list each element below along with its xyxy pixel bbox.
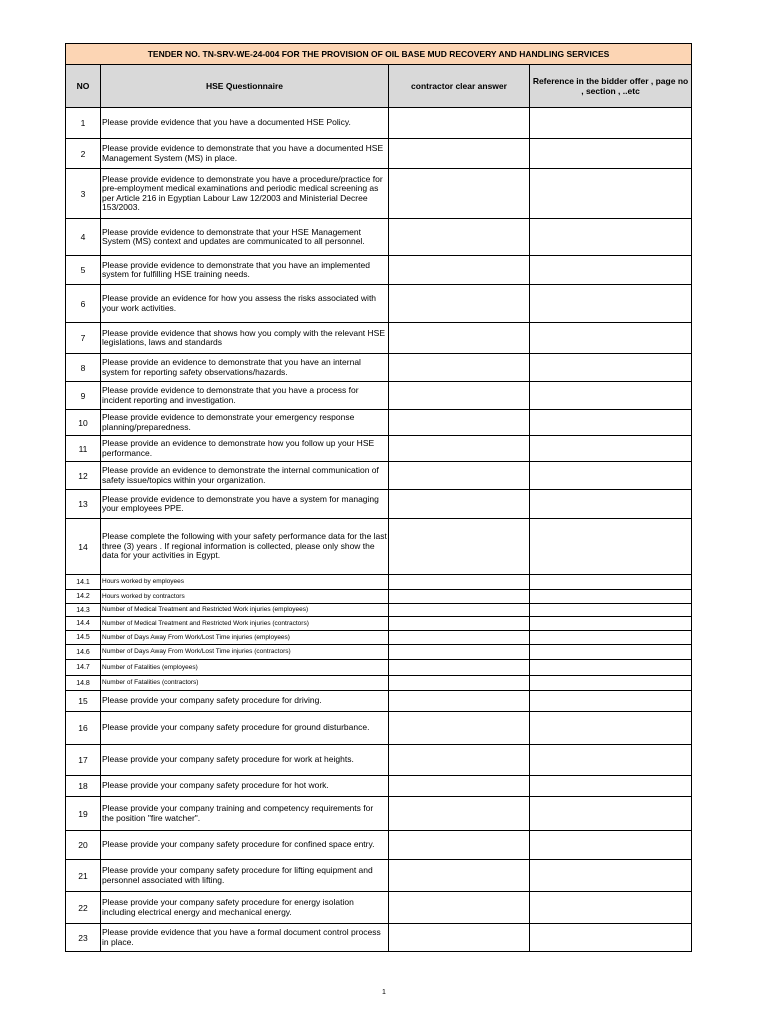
question-text: Please provide evidence to demonstrate that your HSE Management System (MS) context and updates are communicated to all personnel. [101,219,389,256]
question-text: Please provide an evidence to demonstrate that you have an internal system for reporting safety observations/hazards. [101,354,389,382]
row-number: 23 [66,924,101,952]
row-number: 14.2 [66,590,101,604]
question-text: Number of Days Away From Work/Lost Time injuries (contractors) [101,645,389,660]
question-text: Please complete the following with your safety performance data for the last three (3) years . If regional information is collected, please only show the data for your activities in Egypt. [101,519,389,575]
answer-cell[interactable] [389,924,530,952]
reference-cell[interactable] [530,797,692,831]
table-row [66,436,692,462]
title-row [66,44,692,65]
table-row [66,797,692,831]
row-number: 17 [66,745,101,776]
answer-cell[interactable] [389,169,530,219]
table-row [66,490,692,519]
answer-cell[interactable] [389,462,530,490]
answer-cell[interactable] [389,519,530,575]
question-text: Number of Fatalities (contractors) [101,676,389,691]
answer-cell[interactable] [389,575,530,590]
answer-cell[interactable] [389,660,530,676]
table-row [66,892,692,924]
reference-cell[interactable] [530,382,692,410]
row-number: 12 [66,462,101,490]
answer-cell[interactable] [389,490,530,519]
answer-cell[interactable] [389,745,530,776]
table-row [66,660,692,676]
answer-cell[interactable] [389,860,530,892]
answer-cell[interactable] [389,382,530,410]
reference-cell[interactable] [530,631,692,645]
question-text: Hours worked by contractors [101,590,389,604]
table-row [66,169,692,219]
hse-questionnaire-table [65,43,692,952]
reference-cell[interactable] [530,256,692,285]
question-text: Please provide your company safety procedure for hot work. [101,776,389,797]
reference-cell[interactable] [530,645,692,660]
answer-cell[interactable] [389,776,530,797]
row-number: 21 [66,860,101,892]
reference-cell[interactable] [530,462,692,490]
answer-cell[interactable] [389,354,530,382]
table-row [66,354,692,382]
question-text: Please provide evidence to demonstrate that you have an implemented system for fulfilling HSE training needs. [101,256,389,285]
question-text: Please provide your company safety procedure for driving. [101,691,389,712]
reference-cell[interactable] [530,590,692,604]
table-row [66,631,692,645]
row-number: 8 [66,354,101,382]
row-number: 14 [66,519,101,575]
reference-cell[interactable] [530,519,692,575]
reference-cell[interactable] [530,285,692,323]
row-number: 10 [66,410,101,436]
answer-cell[interactable] [389,631,530,645]
answer-cell[interactable] [389,219,530,256]
reference-cell[interactable] [530,490,692,519]
header-answer: contractor clear answer [389,65,530,108]
row-number: 6 [66,285,101,323]
question-text: Please provide your company safety procedure for ground disturbance. [101,712,389,745]
question-text: Please provide evidence to demonstrate that you have a documented HSE Management System (MS) in place. [101,139,389,169]
answer-cell[interactable] [389,285,530,323]
question-text: Number of Medical Treatment and Restricted Work injuries (contractors) [101,617,389,631]
reference-cell[interactable] [530,712,692,745]
reference-cell[interactable] [530,924,692,952]
row-number: 14.1 [66,575,101,590]
table-row [66,645,692,660]
header-question: HSE Questionnaire [101,65,389,108]
answer-cell[interactable] [389,139,530,169]
header-reference: Reference in the bidder offer , page no , section , ..etc [530,65,692,108]
reference-cell[interactable] [530,169,692,219]
question-text: Number of Days Away From Work/Lost Time injuries (employees) [101,631,389,645]
answer-cell[interactable] [389,590,530,604]
table-row [66,108,692,139]
row-number: 5 [66,256,101,285]
answer-cell[interactable] [389,617,530,631]
table-row [66,139,692,169]
reference-cell[interactable] [530,691,692,712]
question-text: Hours worked by employees [101,575,389,590]
reference-cell[interactable] [530,776,692,797]
reference-cell[interactable] [530,831,692,860]
answer-cell[interactable] [389,892,530,924]
header-no: NO [66,65,101,108]
question-text: Please provide evidence that you have a documented HSE Policy. [101,108,389,139]
header-row [66,65,692,108]
question-text: Please provide evidence to demonstrate your emergency response planning/preparedness. [101,410,389,436]
question-text: Number of Fatalities (employees) [101,660,389,676]
row-number: 14.6 [66,645,101,660]
answer-cell[interactable] [389,645,530,660]
reference-cell[interactable] [530,860,692,892]
table-row [66,410,692,436]
table-row [66,590,692,604]
row-number: 14.7 [66,660,101,676]
table-row [66,575,692,590]
answer-cell[interactable] [389,323,530,354]
row-number: 19 [66,797,101,831]
answer-cell[interactable] [389,604,530,617]
row-number: 14.3 [66,604,101,617]
question-text: Please provide an evidence to demonstrate the internal communication of safety issue/topics within your organization. [101,462,389,490]
row-number: 18 [66,776,101,797]
reference-cell[interactable] [530,219,692,256]
table-row [66,831,692,860]
table-row [66,323,692,354]
row-number: 20 [66,831,101,860]
reference-cell[interactable] [530,745,692,776]
question-text: Please provide your company safety procedure for work at heights. [101,745,389,776]
question-text: Number of Medical Treatment and Restricted Work injuries (employees) [101,604,389,617]
question-text: Please provide evidence to demonstrate that you have a process for incident reporting and investigation. [101,382,389,410]
table-row [66,285,692,323]
reference-cell[interactable] [530,617,692,631]
table-row [66,745,692,776]
table-row [66,860,692,892]
reference-cell[interactable] [530,108,692,139]
row-number: 4 [66,219,101,256]
question-text: Please provide evidence to demonstrate you have a system for managing your employees PPE. [101,490,389,519]
reference-cell[interactable] [530,604,692,617]
question-text: Please provide an evidence to demonstrate how you follow up your HSE performance. [101,436,389,462]
row-number: 14.5 [66,631,101,645]
table-row [66,219,692,256]
reference-cell[interactable] [530,139,692,169]
answer-cell[interactable] [389,410,530,436]
table-row [66,604,692,617]
answer-cell[interactable] [389,712,530,745]
answer-cell[interactable] [389,691,530,712]
row-number: 2 [66,139,101,169]
table-row [66,519,692,575]
row-number: 3 [66,169,101,219]
answer-cell[interactable] [389,676,530,691]
row-number: 7 [66,323,101,354]
table-row [66,924,692,952]
question-text: Please provide evidence that you have a formal document control process in place. [101,924,389,952]
reference-cell[interactable] [530,410,692,436]
question-text: Please provide your company safety procedure for confined space entry. [101,831,389,860]
row-number: 11 [66,436,101,462]
question-text: Please provide an evidence for how you assess the risks associated with your work activities. [101,285,389,323]
row-number: 15 [66,691,101,712]
question-text: Please provide evidence that shows how you comply with the relevant HSE legislations, laws and standards [101,323,389,354]
answer-cell[interactable] [389,108,530,139]
question-text: Please provide your company safety procedure for lifting equipment and personnel associated with lifting. [101,860,389,892]
row-number: 13 [66,490,101,519]
reference-cell[interactable] [530,354,692,382]
reference-cell[interactable] [530,436,692,462]
answer-cell[interactable] [389,831,530,860]
answer-cell[interactable] [389,797,530,831]
row-number: 14.8 [66,676,101,691]
table-row [66,462,692,490]
question-text: Please provide your company training and competency requirements for the position "fire watcher". [101,797,389,831]
table-row [66,382,692,410]
page-number: 1 [382,989,386,996]
reference-cell[interactable] [530,676,692,691]
table-row [66,617,692,631]
tender-title: TENDER NO. TN-SRV-WE-24-004 FOR THE PROVISION OF OIL BASE MUD RECOVERY AND HANDLING SERVICES [66,44,692,65]
answer-cell[interactable] [389,436,530,462]
reference-cell[interactable] [530,892,692,924]
reference-cell[interactable] [530,575,692,590]
question-text: Please provide your company safety procedure for energy isolation including electrical energy and mechanical energy. [101,892,389,924]
table-row [66,256,692,285]
question-text: Please provide evidence to demonstrate you have a procedure/practice for pre-employment medical examinations and periodic medical screening as per Article 216 in Egyptian Labour Law 12/2003 and Ministerial Decree 153/2003. [101,169,389,219]
row-number: 1 [66,108,101,139]
table-row [66,691,692,712]
reference-cell[interactable] [530,660,692,676]
row-number: 22 [66,892,101,924]
row-number: 14.4 [66,617,101,631]
table-row [66,776,692,797]
row-number: 16 [66,712,101,745]
table-row [66,712,692,745]
row-number: 9 [66,382,101,410]
reference-cell[interactable] [530,323,692,354]
table-row [66,676,692,691]
answer-cell[interactable] [389,256,530,285]
